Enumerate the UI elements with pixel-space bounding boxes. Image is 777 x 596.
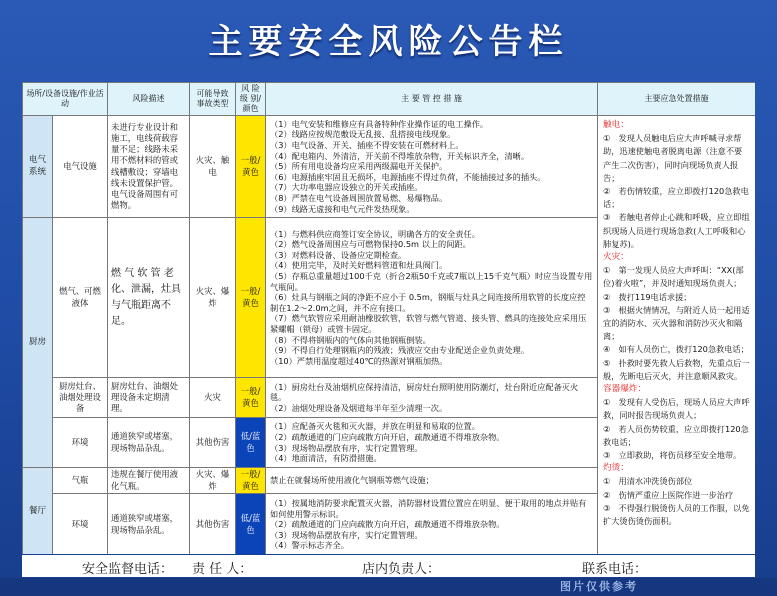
measure-line: （10）严禁用温度超过40℃的热源对钢瓶加热。 [270,355,448,366]
footer-responsible: 责 任 人： [192,562,253,577]
footer-store-manager: 店内负责人： [362,562,441,577]
level-badge: 一般/黄色 [236,468,266,494]
bottom-strip [0,578,777,596]
item-cell: 环境 [53,418,108,468]
emergency-line: ③ 不得强行脱烫伤人员的工作服，以免扩大烫伤烫伤面积。 [603,502,750,527]
emergency-heading-burst: 容器爆炸： [603,384,646,395]
measure-line: （1）与燃料供应商签订安全协议，明确各方的安全责任。 [270,228,480,239]
emergency-line: ③ 若触电者停止心跳和呼吸，应立即组织现场人员进行现场急救(人工呼吸和心肺复苏)。 [603,212,750,249]
emergency-line: ② 伤情严重应上医院作进一步治疗 [603,489,734,500]
emergency-line: ⑤ 扑救时要先救人后救物，先重点后一般，先断电后灭火，并注意顺风救灾。 [603,357,750,381]
level-badge: 一般/黄色 [236,116,266,218]
accident-cell: 其他伤害 [190,418,236,468]
item-cell: 燃气、可燃液体 [53,218,108,378]
measure-line: （9）不得自行处理钢瓶内的残液；残液应交由专业配送企业负责处理。 [270,345,530,356]
area-kitchen: 厨房 [23,218,53,468]
measures-cell [266,116,598,218]
emergency-line: ② 拨打119电话求援； [603,291,692,302]
item-cell: 环境 [53,494,108,555]
emergency-heading-scald: 灼烫： [603,463,629,474]
header-accident: 可能导致事故类型 [190,83,236,116]
measure-line: （7）大功率电器应设独立的开关或插座。 [270,182,423,193]
accident-cell: 火灾、爆炸 [190,468,236,494]
risk-table [22,82,755,554]
measure-line: 禁止在就餐场所使用液化气钢瓶等燃气设施； [270,475,434,486]
measure-line: （9）线路无虚接和电气元件发热现象。 [270,203,415,214]
desc-cell: 燃 气 软 管 老 化、泄漏，灶具与气瓶距离不足。 [108,218,190,378]
footer-supervision-phone: 安全监督电话： [82,562,174,577]
level-badge: 低/蓝色 [236,418,266,468]
signature-footer [22,555,755,577]
emergency-line: ① 发现有人受伤后，现场人员应大声呼救，同时报告现场负责人； [603,397,750,421]
desc-cell: 违规在餐厅使用液化气瓶。 [108,468,190,494]
emergency-line: ④ 如有人员伤亡，拨打120急救电话； [603,344,749,355]
measure-line: （1）厨房灶台及油烟机应保持清洁，厨房灶台照明使用防潮灯，灶台附近应配备灭火毯。 [270,381,579,403]
area-electric: 电气系统 [23,116,53,218]
measure-line: （2）疏散通道的门应向疏散方向开启，疏散通道不得堆放杂物。 [270,519,505,530]
emergency-line: ① 发现人员触电后应大声呼喊寻求帮助，迅速使触电者脱离电源（注意不要产生二次伤害），同时向现场负责人报告； [603,133,743,183]
accident-cell: 火灾、触电 [190,116,236,218]
measure-line: （1）应配备灭火毯和灭火器，并放在明显和易取的位置。 [270,421,480,432]
desc-cell: 厨房灶台、油烟处理设备未定期清理。 [108,378,190,418]
measure-line: （1）电气安装和维修应有具备特种作业操作证的电工操作。 [270,118,489,129]
accident-cell: 其他伤害 [190,494,236,555]
header-measures: 主 要 管 控 措 施 [266,83,598,116]
emergency-line: ② 若伤情较重，应立即拨打120急救电话； [603,186,749,210]
bottom-watermark-text: 图片仅供参考 [560,580,638,593]
area-dining: 餐厅 [23,468,53,555]
accident-cell: 火灾 [190,378,236,418]
measure-line: （2）油烟处理设备及烟道每半年至少清理一次。 [270,402,448,413]
measure-line: （2）线路应按规范敷设无乱接、乱搭接电线现象。 [270,129,456,140]
measure-line: （3）对燃料设备、设备应定期检查。 [270,249,407,260]
table-row [23,116,756,218]
measure-line: （4）地面清洁，有防滑措施。 [270,453,382,464]
poster-header [0,0,777,80]
measure-line: （7）燃气软管应采用耐油橡胶软管，软管与燃气管道、接头管、燃具的连接处应采用压紧螺帽（锁母）或管卡固定。 [270,313,587,334]
table-header-row [23,83,756,116]
measure-line: （8）不得将钢瓶内的气体向其他钢瓶倒装。 [270,334,431,345]
measures-cell [266,378,598,418]
emergency-heading-electric: 触电： [603,120,629,130]
emergency-line: ② 若人员伤势较重，应立即拨打120急救电话； [603,423,749,447]
accident-cell: 火灾、爆炸 [190,218,236,378]
header-desc: 风险描述 [108,83,190,116]
measure-line: （8）严禁在电气设备周围放置易燃、易爆物品。 [270,192,448,203]
measure-line: （4）使用完毕，及时关好燃料管道和灶具阀门。 [270,260,448,271]
item-cell: 电气设施 [53,116,108,218]
measure-line: （5）存瓶总重量超过100千克（折合2瓶50千克或7瓶以上15千克气瓶）时应当设置专用气瓶间。 [270,271,593,292]
header-area: 场所/设备设施/作业活动 [23,83,108,116]
level-badge: 低/蓝色 [236,494,266,555]
measures-cell [266,468,598,494]
page-title: 主要安全风险公告栏 [208,22,569,62]
emergency-line: ① 用清水冲洗烫伤部位 [603,476,693,487]
measure-line: （2）疏散通道的门应向疏散方向开启，疏散通道不得堆放杂物。 [270,431,505,442]
emergency-line: ③ 根据火情情况，与附近人员一起用适宜的消防水、灭火器和消防沙灭火和隔离； [603,304,750,342]
emergency-line: ③ 立即救助，将伤员移至安全地带。 [603,450,742,461]
measure-line: （4）配电箱内、外清洁，开关前不得堆放杂物，开关标识齐全，清晰。 [270,150,530,161]
emergency-cell [598,116,755,555]
item-cell: 气瓶 [53,468,108,494]
measure-line: （1）按属地消防要求配置灭火器，消防器材设置位置应在明显、便于取用的地点并贴有如何使用警示标识。 [270,498,587,519]
measure-line: （4）警示标志齐全。 [270,540,349,551]
desc-cell: 通道狭窄或堵塞，现场物品杂乱。 [108,418,190,468]
measure-line: （5）所有用电设备均应采用两级漏电开关保护。 [270,161,448,172]
measure-line: （2）燃气设备周围应与可燃物保持0.5m 以上的间距。 [270,239,471,250]
risk-table-board [22,82,755,554]
emergency-line: ① 第一发现人员应大声呼叫：“XX(部位)着火啦”，并及时通知现场负责人； [603,265,744,289]
measure-line: （6）电源插座牢固且无损坏，电源插座不得过负荷，不能插接过多的插头。 [270,171,546,182]
item-cell: 厨房灶台、油烟处理设备 [53,378,108,418]
level-badge: 一般/黄色 [236,218,266,378]
header-level: 风 险 级 别/颜色 [236,83,266,116]
desc-cell: 通道狭窄或堵塞，现场物品杂乱。 [108,494,190,555]
emergency-heading-fire: 火灾： [603,252,629,263]
header-emergency: 主要应急处置措施 [598,83,755,116]
measure-line: （6）灶具与钢瓶之间的净距不应小于 0.5m，钢瓶与灶具之间连接所用软管的长度应控制在1.2～2.0m之间，并不应有接口。 [270,292,586,313]
measures-cell [266,494,598,555]
measure-line: （3）现场物品摆放有序，实行定置管理。 [270,529,423,540]
desc-cell: 未进行专业设计和施工，电线荷载容量不足；线路未采用不燃材料的管或线槽敷设；穿墙电线未设置保护管。电气设备周围有可燃物。 [108,116,190,218]
measures-cell [266,218,598,378]
footer-contact-phone: 联系电话： [582,562,648,577]
measure-line: （3）现场物品摆放有序，实行定置管理。 [270,442,423,453]
measure-line: （3）电气设备、开关、插座不得安装在可燃材料上。 [270,140,464,151]
measures-cell [266,418,598,468]
level-badge: 一般/黄色 [236,378,266,418]
